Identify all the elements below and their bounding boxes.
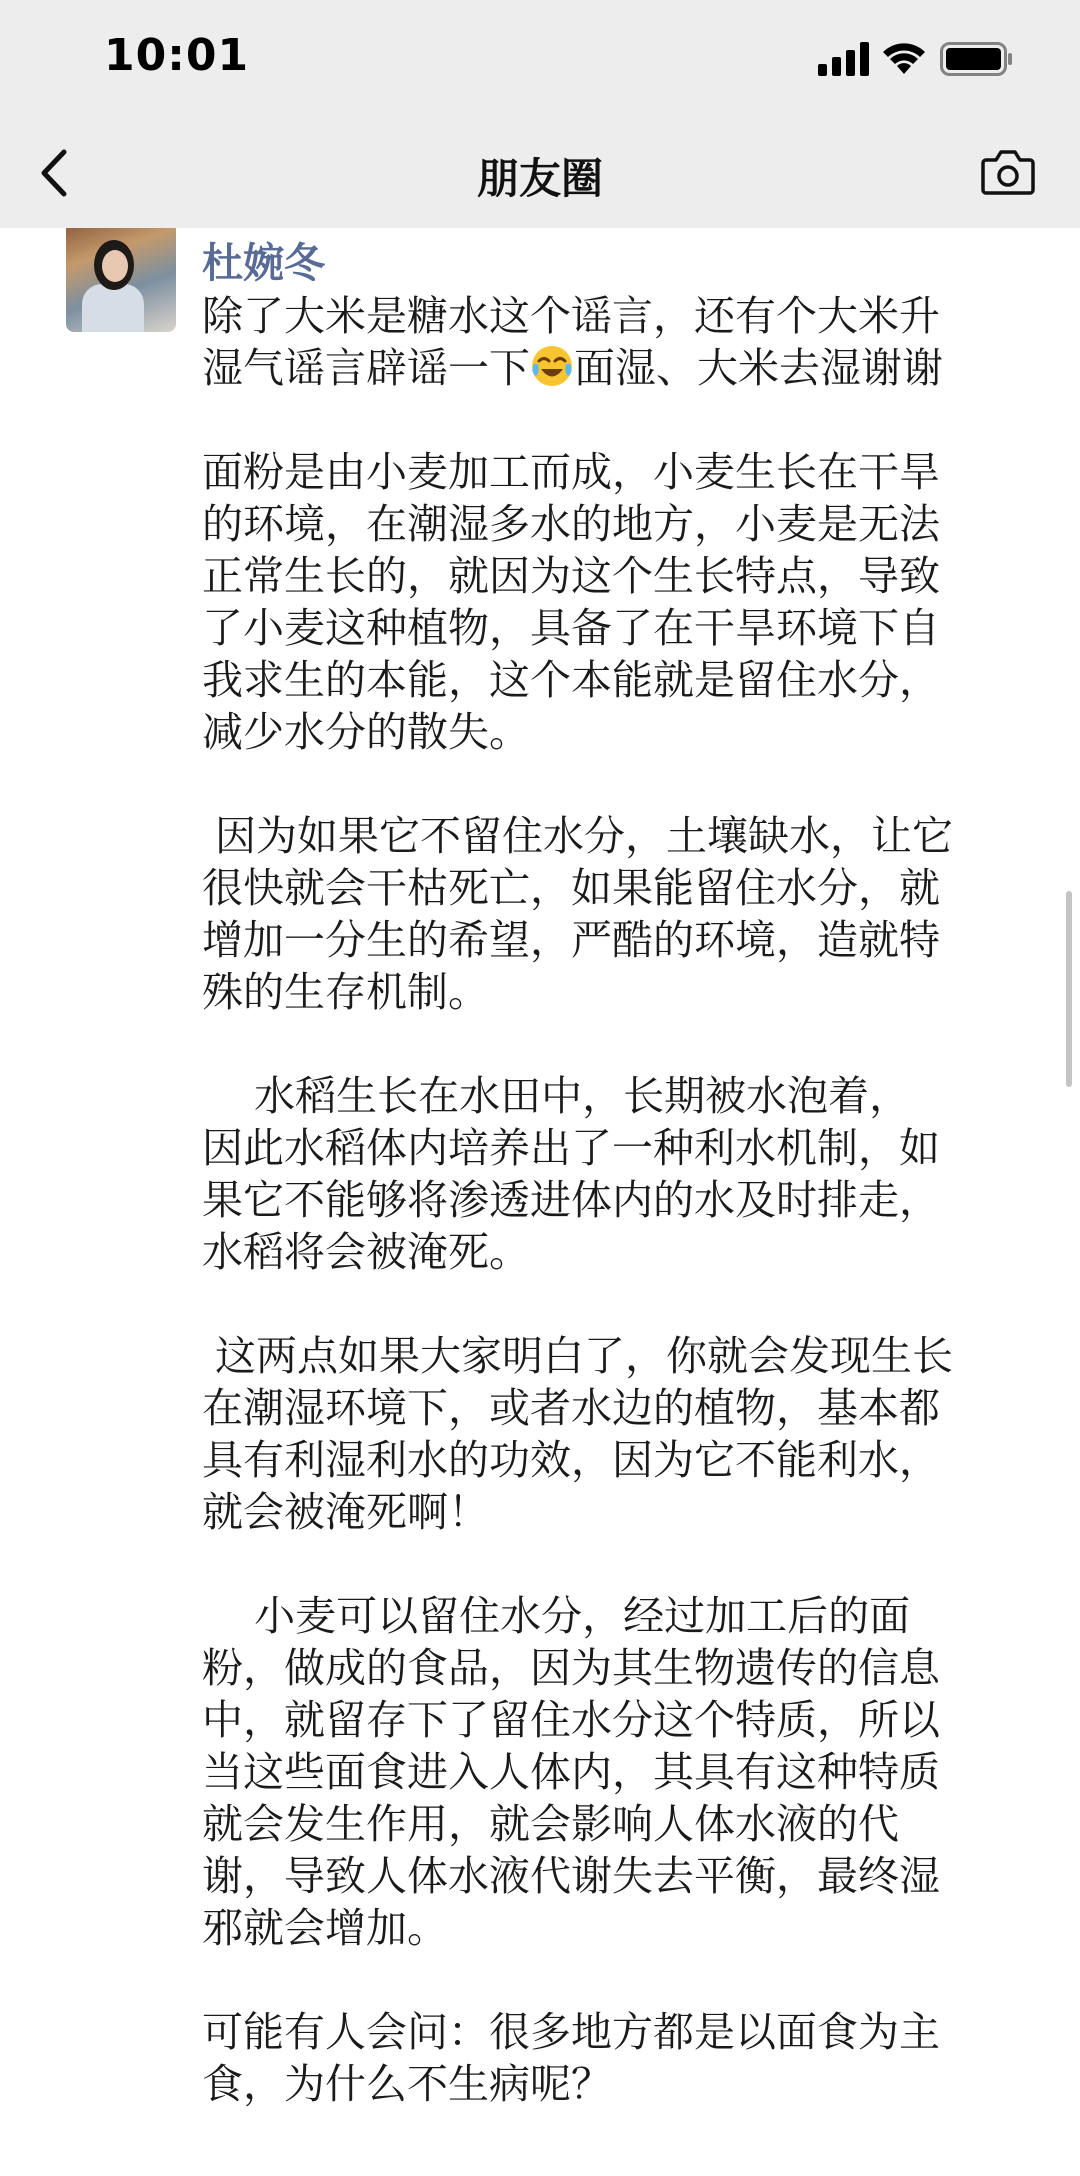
text-line: 我求生的本能，这个本能就是留住水分， (202, 656, 940, 704)
author-name[interactable]: 杜婉冬 (202, 239, 325, 287)
status-time: 10:01 (104, 30, 250, 81)
wifi-icon (882, 40, 926, 76)
text-line: 水稻将会被淹死。 (202, 1228, 530, 1276)
text-line: 在潮湿环境下，或者水边的植物，基本都 (202, 1384, 940, 1432)
text-line: 可能有人会问：很多地方都是以面食为主 (202, 2008, 940, 2056)
text-line: 就会被淹死啊！ (202, 1488, 489, 1536)
text-line: 就会发生作用，就会影响人体水液的代 (202, 1800, 899, 1848)
text-line: 果它不能够将渗透进体内的水及时排走， (202, 1176, 940, 1224)
text-line: 湿气谣言辟谣一下 面湿、大米去湿谢谢 (202, 344, 943, 392)
scrollbar[interactable] (1066, 891, 1072, 1087)
text-line: 因此水稻体内培养出了一种利水机制，如 (202, 1124, 940, 1172)
text-line: 了小麦这种植物，具备了在干旱环境下自 (202, 604, 940, 652)
post-text (202, 290, 1032, 2110)
text-line: 除了大米是糖水这个谣言，还有个大米升 (202, 292, 940, 340)
text-line: 减少水分的散失。 (202, 708, 530, 756)
text-line: 面粉是由小麦加工而成，小麦生长在干旱 (202, 448, 940, 496)
text-line: 很快就会干枯死亡，如果能留住水分，就 (202, 864, 940, 912)
avatar[interactable] (66, 228, 176, 332)
text-line: 中，就留存下了留住水分这个特质，所以 (202, 1696, 940, 1744)
text-line: 小麦可以留住水分，经过加工后的面 (202, 1592, 911, 1640)
text-line: 正常生长的，就因为这个生长特点，导致 (202, 552, 940, 600)
text-line: 具有利湿利水的功效，因为它不能利水， (202, 1436, 940, 1484)
camera-icon[interactable] (980, 146, 1036, 198)
text-line: 当这些面食进入人体内，其具有这种特质 (202, 1748, 940, 1796)
text-line: 谢，导致人体水液代谢失去平衡，最终湿 (202, 1852, 940, 1900)
text-line: 增加一分生的希望，严酷的环境，造就特 (202, 916, 940, 964)
chevron-left-icon[interactable] (30, 140, 80, 206)
moments-feed (0, 228, 1080, 2176)
nav-bar (0, 118, 1080, 228)
text-line: 粉，做成的食品，因为其生物遗传的信息 (202, 1644, 940, 1692)
text-line: 邪就会增加。 (202, 1904, 448, 1952)
text-line: 的环境，在潮湿多水的地方，小麦是无法 (202, 500, 940, 548)
page-title: 朋友圈 (476, 154, 603, 203)
battery-icon (940, 42, 1014, 76)
text-line: 因为如果它不留住水分，土壤缺水，让它 (202, 812, 954, 860)
status-bar (0, 0, 1080, 118)
text-line: 水稻生长在水田中，长期被水泡着， (202, 1072, 911, 1120)
text-line: 食，为什么不生病呢？ (202, 2060, 612, 2108)
crying-laughing-emoji-icon (530, 344, 574, 388)
text-line: 这两点如果大家明白了，你就会发现生长 (202, 1332, 954, 1380)
text-line: 殊的生存机制。 (202, 968, 489, 1016)
cellular-signal-icon (818, 42, 870, 76)
